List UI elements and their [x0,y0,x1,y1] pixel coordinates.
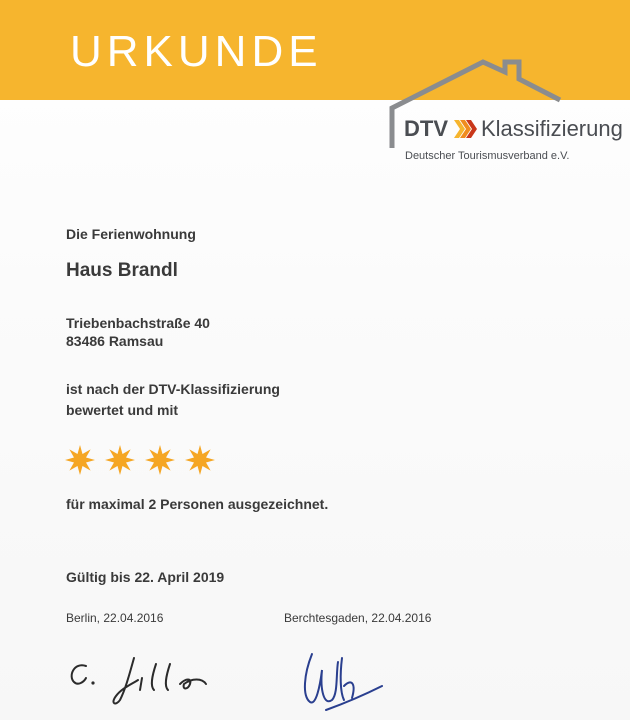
star-icon [64,444,96,476]
signature-left [60,648,220,712]
house-roof-icon [0,0,630,200]
signature-right [290,642,400,720]
dtv-subtitle: Deutscher Tourismusverband e.V. [405,150,570,162]
star-icon [144,444,176,476]
chevrons-icon [453,119,477,139]
dtv-logo [404,118,623,140]
star-icon [184,444,216,476]
address-city: 83486 Ramsau [66,333,164,349]
right-place-date: Berchtesgaden, 22.04.2016 [284,611,432,625]
left-place-date: Berlin, 22.04.2016 [66,611,164,625]
award-line: für maximal 2 Personen ausgezeichnet. [66,496,329,512]
validity-date: Gültig bis 22. April 2019 [66,569,225,585]
dtv-logo-name: Klassifizierung [481,116,623,141]
statement-line-1: ist nach der DTV-Klassifizierung [66,381,280,397]
star-icon [104,444,136,476]
dtv-brand: DTV [404,116,448,141]
address-street: Triebenbachstraße 40 [66,315,210,331]
intro-text: Die Ferienwohnung [66,226,196,242]
star-rating [64,444,216,476]
certificate-title: URKUNDE [70,27,323,76]
statement-line-2: bewertet und mit [66,402,179,418]
property-name: Haus Brandl [66,260,178,281]
